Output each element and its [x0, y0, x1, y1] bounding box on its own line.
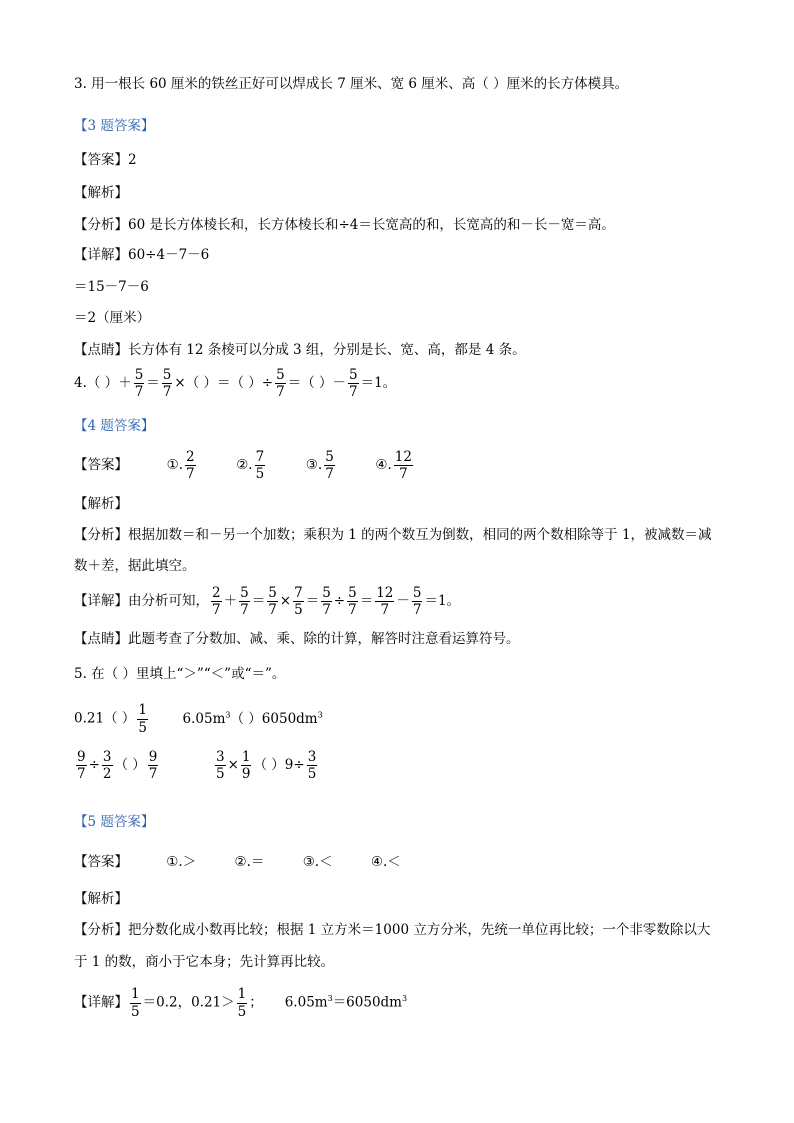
- q3-answer-line: [74, 150, 137, 170]
- q4-xiangjie: 【详解】由分析可知， $\frac{2}{7}$ ＋ $\frac{5}{7}$ ＝ $\frac{5}{7}$ × $\frac{7}{5}$ ＝ $\frac{5}{7}$ ÷ $\frac{5}{7}$ ＝ $\frac{12}{7}$ － $\frac{5}{7}$ ＝1。: [74, 585, 461, 619]
- q5-answer-header: 【5 题答案】: [74, 814, 155, 830]
- minus-sign: －: [332, 375, 346, 392]
- q3-question: 3. 用一根长 60 厘米的铁丝正好可以焊成长 7 厘米、宽 6 厘米、高（ ）厘米的长方体模具。: [74, 76, 629, 92]
- fenxi-tag: 【分析】: [74, 217, 128, 233]
- q4-dianjing: [74, 629, 520, 649]
- q3-step3: ＝2（厘米）: [74, 310, 151, 326]
- q3-answer-header: 【3 题答案】: [74, 118, 155, 134]
- q4-number: 4.: [74, 375, 87, 392]
- q3-step2: ＝15－7－6: [74, 279, 149, 295]
- q4-answer-3: ③. $\frac{5}{7}$: [305, 449, 334, 483]
- q3-fenxi: [74, 215, 615, 235]
- q4-analysis-header: 【解析】: [74, 496, 128, 512]
- q5-item2[interactable]: $6.05m^3$（ ）$6050dm^3$: [182, 710, 323, 727]
- q5-row2: $\frac{9}{7}$ ÷ $\frac{3}{2}$ （ ） $\frac{9}{7}$ $\frac{3}{5}$ × $\frac{1}{9}$ （ ）9÷ $\frac{3}{5}$: [77, 749, 317, 783]
- answer-blank[interactable]: （ ）: [230, 375, 262, 392]
- q4-fenxi-1: [74, 525, 712, 545]
- q5-answers: [74, 852, 401, 872]
- q3-xiangjie: [74, 245, 209, 265]
- answer-tag: 【答案】: [74, 152, 128, 168]
- fraction: $\frac{5}{7}$: [348, 367, 358, 401]
- answer-blank[interactable]: （ ）: [301, 375, 333, 392]
- equals-sign: ＝: [216, 375, 231, 392]
- answer-blank[interactable]: （ ）: [253, 757, 285, 774]
- q5-fenxi-1: [74, 920, 710, 940]
- equals-sign: ＝: [146, 375, 160, 392]
- xiangjie-tag: 【详解】: [74, 247, 128, 263]
- xiangjie-tag: 【详解】: [74, 593, 128, 610]
- q5-analysis-header: 【解析】: [74, 891, 128, 907]
- plus-sign: ＋: [118, 375, 132, 392]
- dianjing-text: 长方体有 12 条棱可以分成 3 组，分别是长、宽、高，都是 4 条。: [128, 342, 526, 358]
- q4-question: [74, 368, 396, 399]
- dianjing-tag: 【点睛】: [74, 342, 128, 358]
- fenxi-tag: 【分析】: [74, 922, 128, 938]
- q5-item1[interactable]: 0.21（ ）: [74, 710, 136, 727]
- q4-answer-header: 【4 题答案】: [74, 418, 155, 434]
- q5-answer-1: ①.＞: [166, 854, 197, 870]
- q5-question: 5. 在（ ）里填上“＞”“＜”或“＝”。: [74, 666, 286, 682]
- fenxi-text: 根据加数＝和－另一个加数；乘积为 1 的两个数互为倒数，相同的两个数相除等于 1，被减数＝减: [128, 527, 712, 543]
- fraction: $\frac{5}{7}$: [134, 367, 144, 401]
- fenxi-text: 60 是长方体棱长和，长方体棱长和÷4＝长宽高的和，长宽高的和－长－宽＝高。: [128, 217, 615, 233]
- answer-blank[interactable]: （ ）: [86, 375, 119, 392]
- answer-blank[interactable]: （ ）: [114, 757, 146, 774]
- equals-sign: ＝: [287, 375, 302, 392]
- fenxi-text: 把分数化成小数再比较；根据 1 立方米＝1000 立方分米，先统一单位再比较；一个非零数除以大: [128, 922, 711, 938]
- q4-fenxi-2: 数＋差，据此填空。: [74, 558, 196, 574]
- q4-answer-2: ②. $\frac{7}{5}$: [236, 449, 265, 483]
- q5-answer-2: ②.＝: [234, 854, 265, 870]
- q3-dianjing: [74, 340, 526, 360]
- answer-tag: 【答案】: [74, 457, 128, 474]
- fenxi-tag: 【分析】: [74, 527, 128, 543]
- q4-answer-4: ④. $\frac{12}{7}$: [375, 449, 412, 483]
- q5-xiangjie: 【详解】 $\frac{1}{5}$ ＝0.2，0.21＞ $\frac{1}{5}$ ； $6.05m^3=6050dm^3$: [74, 986, 408, 1020]
- q4-answers: [74, 450, 415, 481]
- divide-sign: ÷: [261, 375, 274, 392]
- xiangjie-step1: 60÷4－7－6: [128, 247, 210, 263]
- q5-answer-4: ④.＜: [370, 854, 401, 870]
- q3-answer-value: 2: [128, 152, 137, 168]
- q5-row1: [74, 700, 323, 735]
- q4-answer-1: ①. $\frac{2}{7}$: [166, 449, 195, 483]
- q3-analysis-header: 【解析】: [74, 185, 128, 201]
- equation-end: ＝1。: [360, 375, 397, 392]
- xiangjie-tag: 【详解】: [74, 994, 128, 1011]
- answer-blank[interactable]: （ ）: [185, 375, 217, 392]
- fraction: $\frac{5}{7}$: [276, 367, 285, 401]
- fraction: $\frac{1}{5}$: [138, 702, 147, 736]
- dianjing-tag: 【点睛】: [74, 631, 128, 647]
- q5-answer-3: ③.＜: [302, 854, 333, 870]
- dianjing-text: 此题考查了分数加、减、乘、除的计算，解答时注意看运算符号。: [128, 631, 520, 647]
- q5-fenxi-2: 于 1 的数，商小于它本身；先计算再比较。: [74, 954, 335, 970]
- fraction: $\frac{5}{7}$: [162, 367, 172, 401]
- times-sign: ×: [174, 375, 186, 392]
- answer-tag: 【答案】: [74, 854, 128, 870]
